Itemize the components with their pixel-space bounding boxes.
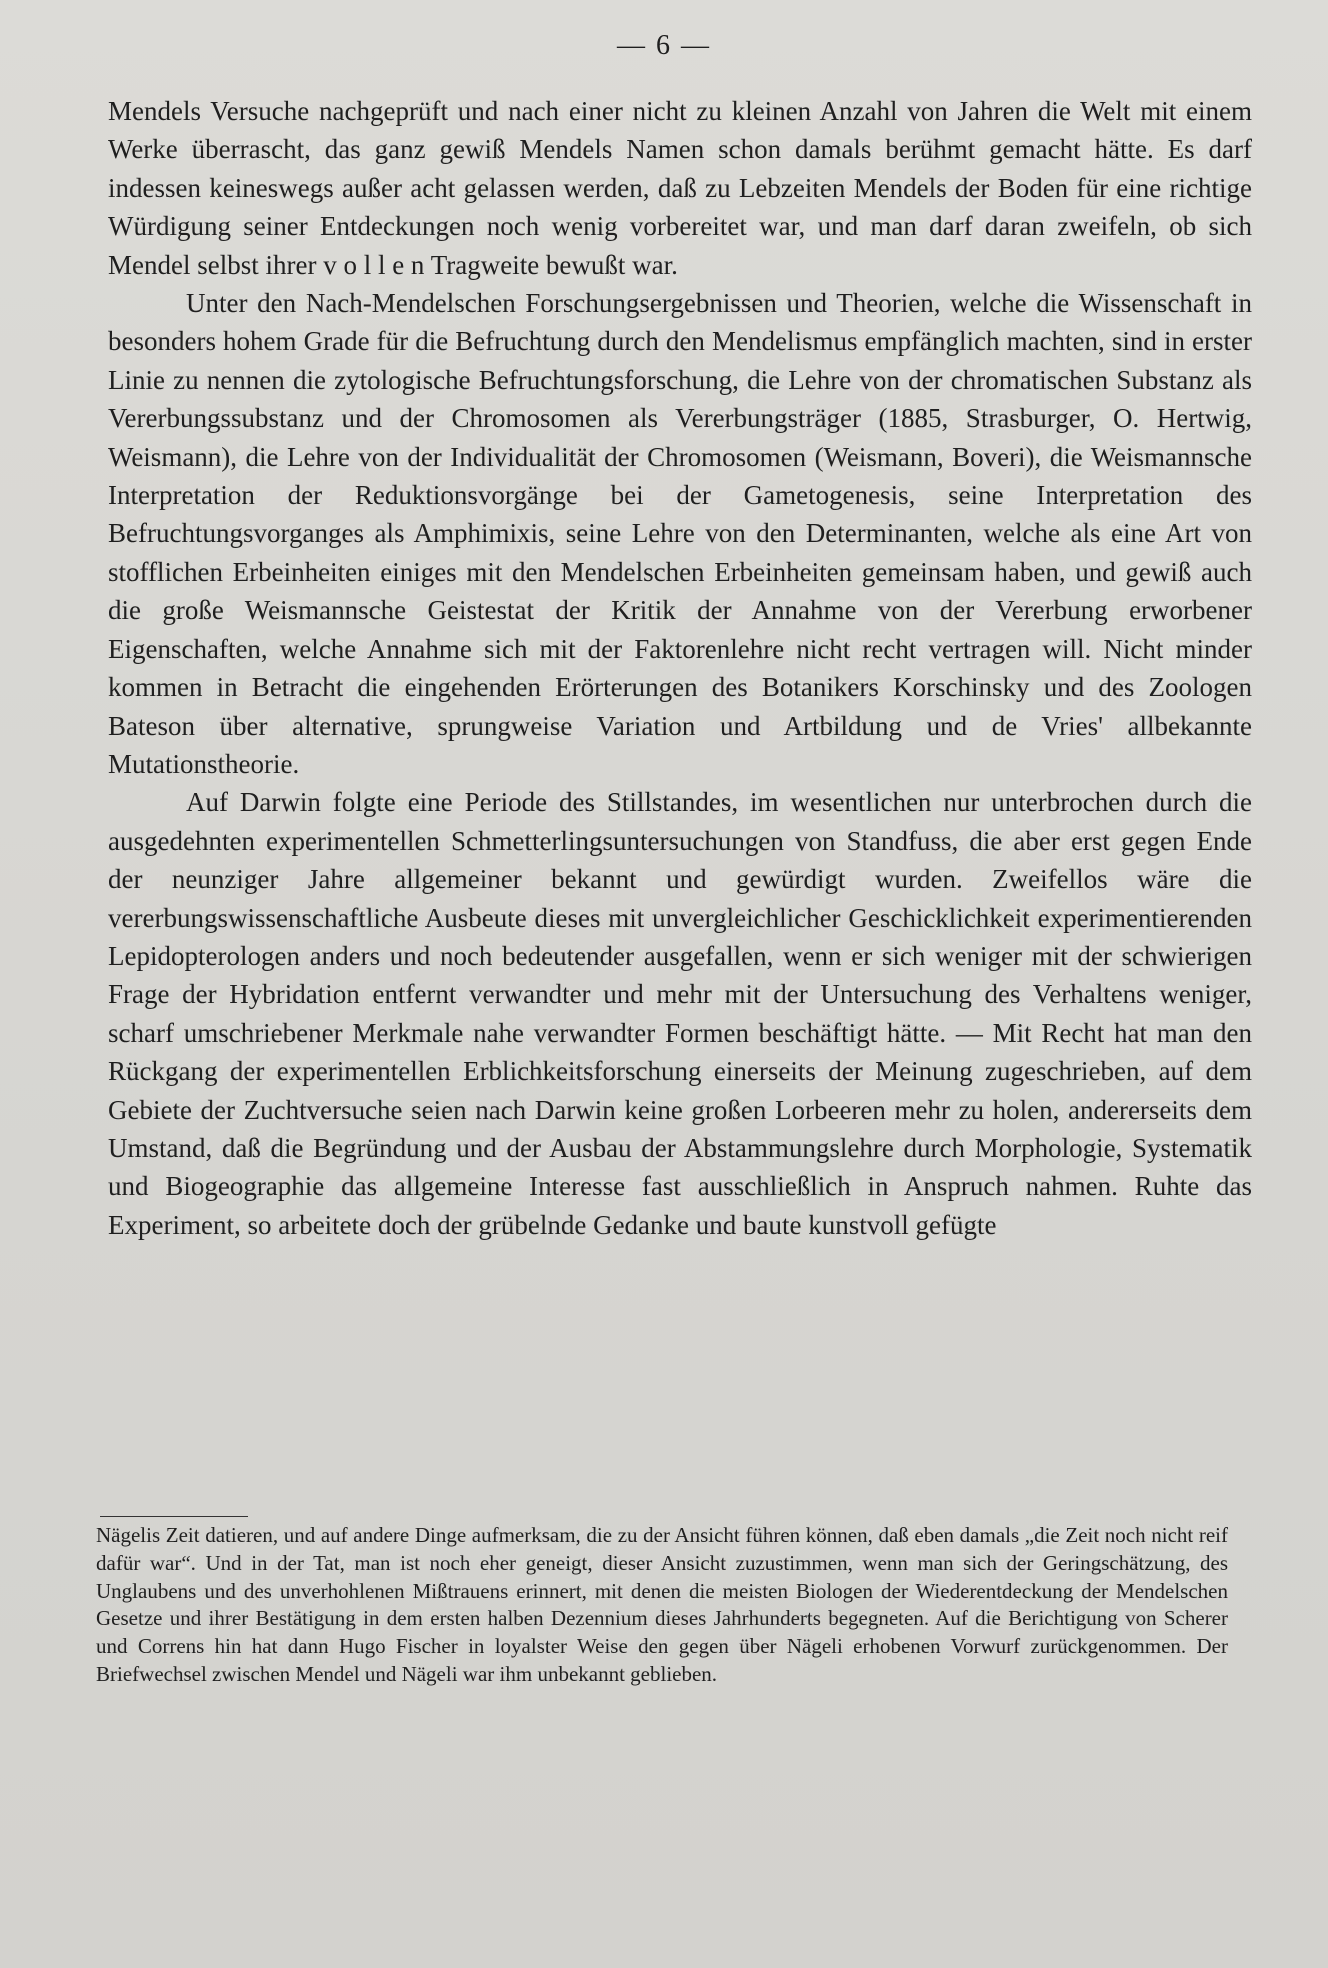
footnote-text: Nägelis Zeit datieren, und auf andere Dinge aufmerksam, die zu der Ansicht führen können, daß eben damals „die Zeit noch nicht reif dafür war“. Und in der Tat, man ist noch eher geneigt, dieser Ansicht zuzustimmen, wenn man sich der Geringschätzung, des Unglaubens und des unverhohlenen Mißtrauens erinnert, mit denen die meisten Biologen der Wiederentdeckung der Mendelschen Gesetze und ihrer Bestätigung in dem ersten halben Dezennium dieses Jahrhunderts begegneten. Auf die Berichtigung von Scherer und Correns hin hat dann Hugo Fischer in loyalster Weise den gegen über Nägeli erhobenen Vorwurf zurückgenommen. Der Briefwechsel zwischen Mendel und Nägeli war ihm unbekannt geblieben. [96,1523,1228,1686]
paragraph-2: Unter den Nach-Mendelschen Forschungsergebnissen und Theorien, welche die Wissenschaft in besonders hohem Grade für die Befruchtung durch den Mendelismus empfänglich machten, sind in erster Linie zu nennen die zytologische Befruchtungsforschung, die Lehre von der chromatischen Substanz als Vererbungssubstanz und der Chromosomen als Vererbungsträger (1885, Strasburger, O. Hertwig, Weismann), die Lehre von der Individualität der Chromosomen (Weismann, Boveri), die Weismannsche Interpretation der Reduktionsvorgänge bei der Gametogenesis, seine Interpretation des Befruchtungsvorganges als Amphimixis, seine Lehre von den Determinanten, welche als eine Art von stofflichen Erbeinheiten einiges mit den Mendelschen Erbeinheiten gemeinsam haben, und gewiß auch die große Weismannsche Geistestat der Kritik der Annahme von der Vererbung erworbener Eigenschaften, welche Annahme sich mit der Faktorenlehre nicht recht vertragen will. Nicht minder kommen in Betracht die eingehenden Erörterungen des Botanikers Korschinsky und des Zoologen Bateson über alternative, sprungweise Variation und Artbildung und de Vries' allbekannte Mutationstheorie. [108,288,1252,779]
paragraph-3: Auf Darwin folgte eine Periode des Stillstandes, im wesentlichen nur unterbrochen durch die ausgedehnten experimentellen Schmetterlingsuntersuchungen von Standfuss, die aber erst gegen Ende der neunziger Jahre allgemeiner bekannt und gewürdigt wurden. Zweifellos wäre die vererbungswissenschaftliche Ausbeute dieses mit unvergleichlicher Geschicklichkeit experimentierenden Lepidopterologen anders und noch bedeutender ausgefallen, wenn er sich weniger mit der schwierigen Frage der Hybridation entfernt verwandter und mehr mit der Untersuchung des Verhaltens weniger, scharf umschriebener Merkmale nahe verwandter Formen beschäftigt hätte. — Mit Recht hat man den Rückgang der experimentellen Erblichkeitsforschung einerseits der Meinung zugeschrieben, auf dem Gebiete der Zuchtversuche seien nach Darwin keine großen Lorbeeren mehr zu holen, andererseits dem Umstand, daß die Begründung und der Ausbau der Abstammungslehre durch Morphologie, Systematik und Biogeographie das allgemeine Interesse fast ausschließlich in Anspruch nahmen. Ruhte das Experiment, so arbeitete doch der grübelnde Gedanke und baute kunstvoll gefügte [108,787,1252,1240]
paragraph-1: Mendels Versuche nachgeprüft und nach einer nicht zu kleinen Anzahl von Jahren die Welt mit einem Werke überrascht, das ganz gewiß Mendels Namen schon damals berühmt gemacht hätte. Es darf indessen keineswegs außer acht gelassen werden, daß zu Lebzeiten Mendels der Boden für eine richtige Würdigung seiner Entdeckungen noch wenig vorbereitet war, und man darf daran zweifeln, ob sich Mendel selbst ihrer v o l l e n Tragweite bewußt war. [108,96,1252,280]
footnote-divider [100,1516,248,1517]
footnote [96,1522,1228,1689]
main-text [108,92,1252,1244]
page-number: — 6 — [617,30,711,61]
